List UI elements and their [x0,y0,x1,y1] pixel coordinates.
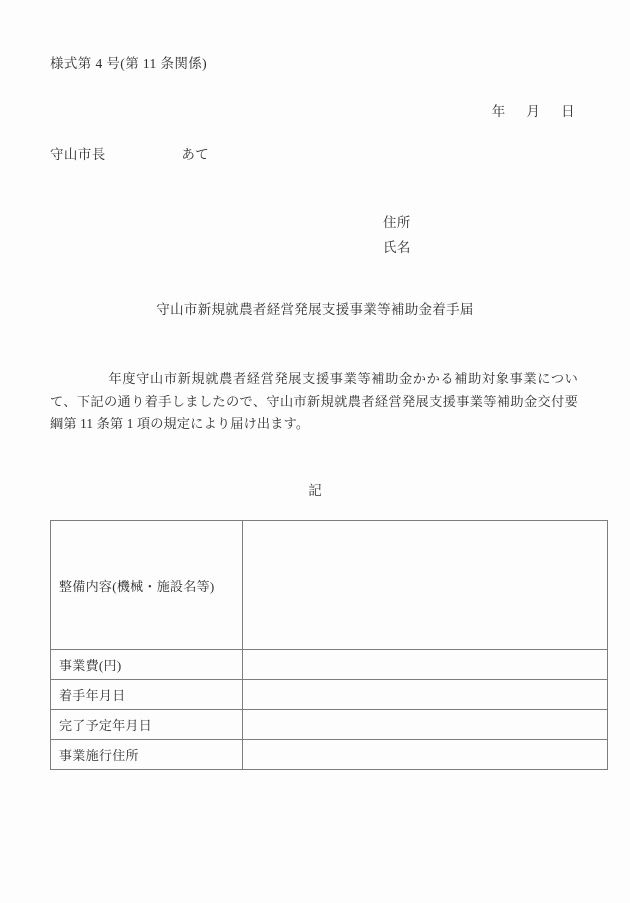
table-row-value[interactable] [243,680,608,710]
table-row-value[interactable] [243,521,608,650]
date-year-label: 年 [491,104,506,119]
table-row-label: 事業費(円) [51,650,243,680]
date-day-label: 日 [561,104,575,119]
entry-table [50,520,608,770]
table-row-value[interactable] [243,650,608,680]
ki-marker: 記 [308,483,322,498]
addressee-line [50,143,209,163]
table-row [51,710,608,740]
table-row-label: 着手年月日 [51,680,243,710]
body-paragraph-text: 年度守山市新規就農者経営発展支援事業等補助金かかる補助対象事業について、下記の通り着手しましたので、守山市新規就農者経営発展支援事業等補助金交付要綱第 11 条第 1 項の規定により届け出ます。 [50,371,578,431]
table-row [51,650,608,680]
date-month-label: 月 [526,104,541,119]
table-row-label: 事業施行住所 [51,740,243,770]
sender-address-label: 住所 [383,215,411,230]
date-line [492,100,575,120]
table-row-label: 整備内容(機械・施設名等) [51,521,243,650]
table-row-value[interactable] [243,740,608,770]
addressee-suffix: あて [181,147,210,162]
table-row [51,740,608,770]
sender-name-label: 氏名 [383,240,411,255]
addressee-recipient: 守山市長 [50,147,106,162]
body-paragraph [50,368,578,436]
form-number: 様式第 4 号(第 11 条関係) [50,56,208,71]
table-row [51,521,608,650]
sender-block [383,210,411,260]
table-row-label: 完了予定年月日 [51,710,243,740]
page-title: 守山市新規就農者経営発展支援事業等補助金着手届 [156,302,474,317]
table-row [51,680,608,710]
table-row-value[interactable] [243,710,608,740]
